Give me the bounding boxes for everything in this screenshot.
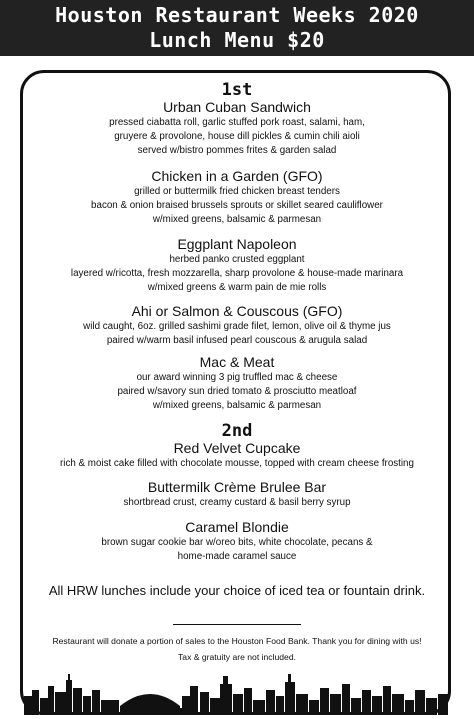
- menu-item: [0, 478, 474, 510]
- menu-item-desc: our award winning 3 pig truffled mac & cheese: [136, 372, 338, 383]
- menu-item-desc: w/mixed greens, balsamic & parmesan: [152, 214, 322, 225]
- menu-item-desc: paired w/warm basil infused pearl couscous & arugula salad: [106, 335, 368, 346]
- menu-header: [0, 0, 474, 56]
- menu-item-desc: rich & moist cake filled with chocolate mousse, topped with cream cheese frosting: [60, 458, 414, 469]
- header-title: Houston Restaurant Weeks 2020: [55, 3, 419, 27]
- menu-item: [0, 235, 474, 295]
- course-heading-first: 1st: [221, 80, 253, 100]
- city-skyline-illustration: [20, 660, 451, 715]
- menu-item-desc: bacon & onion braised brussels sprouts or skillet seared cauliflower: [91, 200, 383, 211]
- menu-item: [0, 167, 474, 227]
- header-subtitle: Lunch Menu $20: [149, 28, 325, 52]
- menu-item-name: Chicken in a Garden (GFO): [151, 168, 323, 184]
- menu-item-desc: shortbread crust, creamy custard & basil berry syrup: [123, 497, 351, 508]
- footer-donation: Restaurant will donate a portion of sales to the Houston Food Bank. Thank you for dining with us!: [52, 636, 422, 646]
- drink-note: All HRW lunches include your choice of iced tea or fountain drink.: [48, 583, 426, 598]
- menu-item-desc: served w/bistro pommes frites & garden salad: [137, 145, 337, 156]
- menu-item-name: Ahi or Salmon & Couscous (GFO): [131, 303, 343, 319]
- menu-item-name: Eggplant Napoleon: [177, 236, 297, 252]
- divider: [173, 624, 301, 625]
- menu-item-desc: brown sugar cookie bar w/oreo bits, white chocolate, pecans &: [101, 537, 373, 548]
- menu-item: [0, 302, 474, 348]
- menu-item-desc: herbed panko crusted eggplant: [169, 254, 305, 265]
- menu-item-name: Red Velvet Cupcake: [173, 440, 301, 456]
- menu-item: [0, 439, 474, 471]
- menu-item-desc: paired w/savory sun dried tomato & prosciutto meatloaf: [117, 386, 357, 397]
- footer-tax-note: Tax & gratuity are not included.: [178, 652, 296, 662]
- menu-item-name: Caramel Blondie: [185, 519, 289, 535]
- course-heading-second: 2nd: [221, 421, 253, 441]
- menu-item-desc: gruyere & provolone, house dill pickles & cumin chili aioli: [114, 131, 360, 142]
- menu-item-desc: pressed ciabatta roll, garlic stuffed pork roast, salami, ham,: [109, 117, 365, 128]
- menu-item-desc: w/mixed greens, balsamic & parmesan: [152, 400, 322, 411]
- menu-item-desc: w/mixed greens & warm pain de mie rolls: [147, 282, 327, 293]
- menu-item-desc: wild caught, 6oz. grilled sashimi grade filet, lemon, olive oil & thyme jus: [83, 321, 391, 332]
- menu-item: [0, 353, 474, 413]
- menu-item: [0, 518, 474, 564]
- menu-item-desc: grilled or buttermilk fried chicken breast tenders: [134, 186, 340, 197]
- menu-item-desc: layered w/ricotta, fresh mozzarella, sharp provolone & house-made marinara: [70, 268, 404, 279]
- menu-item-name: Buttermilk Crème Brulee Bar: [147, 479, 327, 495]
- menu-item-name: Urban Cuban Sandwich: [163, 99, 311, 115]
- menu-item: [0, 98, 474, 158]
- menu-item-name: Mac & Meat: [199, 354, 275, 370]
- menu-item-desc: home-made caramel sauce: [177, 551, 297, 562]
